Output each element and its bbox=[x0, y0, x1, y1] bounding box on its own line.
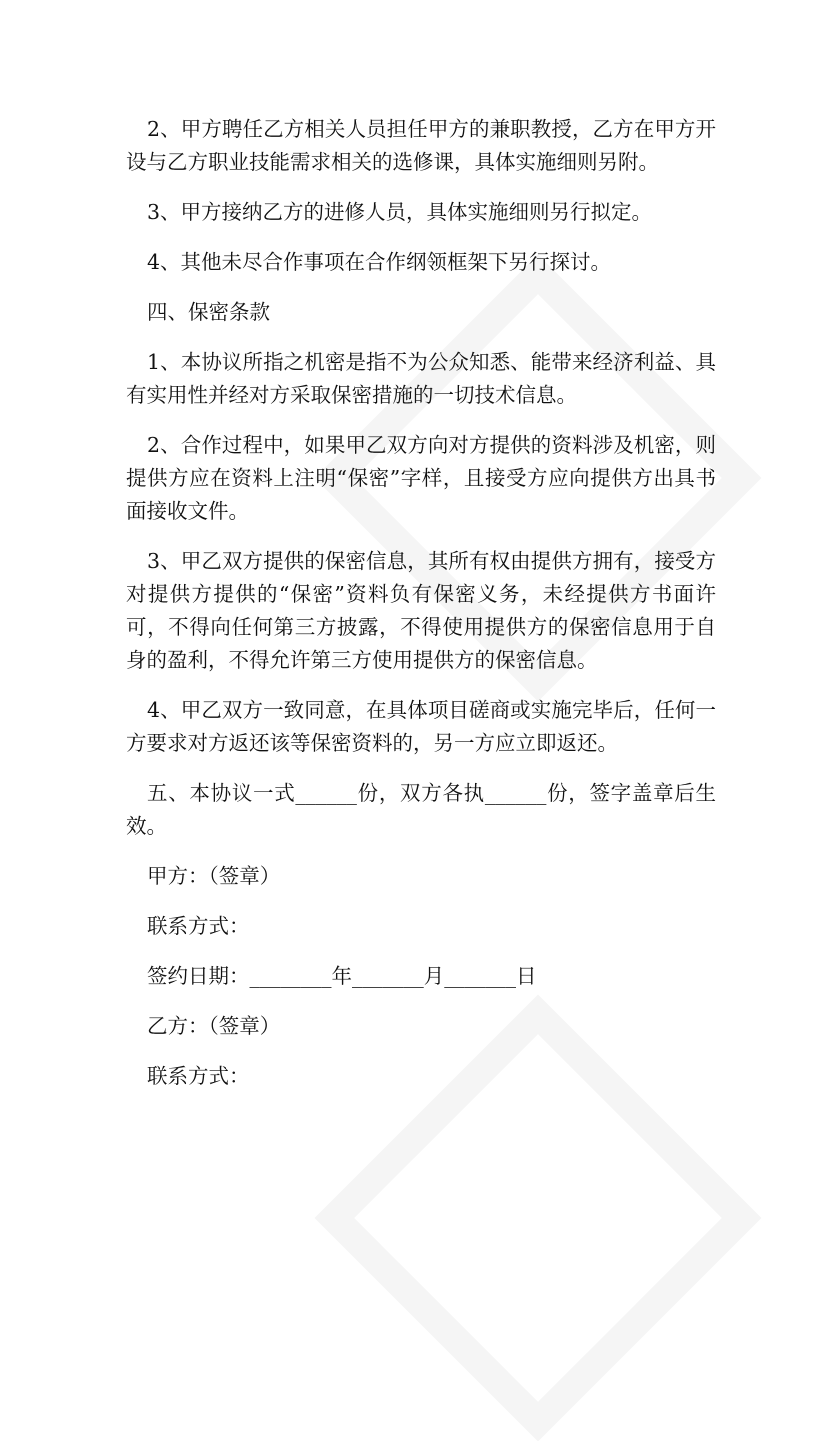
confidentiality-clause-2: 2、合作过程中，如果甲乙双方向对方提供的资料涉及机密，则提供方应在资料上注明“保密”字样，且接受方应向提供方出具书面接收文件。 bbox=[126, 433, 716, 523]
section-heading-confidentiality: 四、保密条款 bbox=[147, 300, 270, 324]
section-five-copies: 五、本协议一式______份，双方各执______份，签字盖章后生效。 bbox=[126, 781, 716, 838]
party-b-contact: 联系方式： bbox=[147, 1064, 250, 1088]
signing-date: 签约日期：________年_______月_______日 bbox=[147, 964, 537, 988]
clause-4-other-matters: 4、其他未尽合作事项在合作纲领框架下另行探讨。 bbox=[147, 250, 612, 274]
confidentiality-clause-4: 4、甲乙双方一致同意，在具体项目磋商或实施完毕后，任何一方要求对方返还该等保密资料的，另一方应立即返还。 bbox=[126, 698, 716, 755]
confidentiality-clause-1: 1、本协议所指之机密是指不为公众知悉、能带来经济利益、具有实用性并经对方采取保密措施的一切技术信息。 bbox=[126, 350, 716, 407]
party-a-signature: 甲方：（签章） bbox=[147, 864, 281, 888]
clause-2-part-time-professors: 2、甲方聘任乙方相关人员担任甲方的兼职教授，乙方在甲方开设与乙方职业技能需求相关的选修课，具体实施细则另附。 bbox=[126, 117, 716, 174]
confidentiality-clause-3: 3、甲乙双方提供的保密信息，其所有权由提供方拥有，接受方对提供方提供的“保密”资料负有保密义务，未经提供方书面许可，不得向任何第三方披露，不得使用提供方的保密信息用于自身的盈利，不得允许第三方使用提供方的保密信息。 bbox=[126, 549, 716, 672]
party-b-signature: 乙方：（签章） bbox=[147, 1014, 281, 1038]
clause-3-trainees: 3、甲方接纳乙方的进修人员，具体实施细则另行拟定。 bbox=[147, 200, 653, 224]
document-page bbox=[126, 113, 716, 1110]
party-a-contact: 联系方式： bbox=[147, 914, 250, 938]
